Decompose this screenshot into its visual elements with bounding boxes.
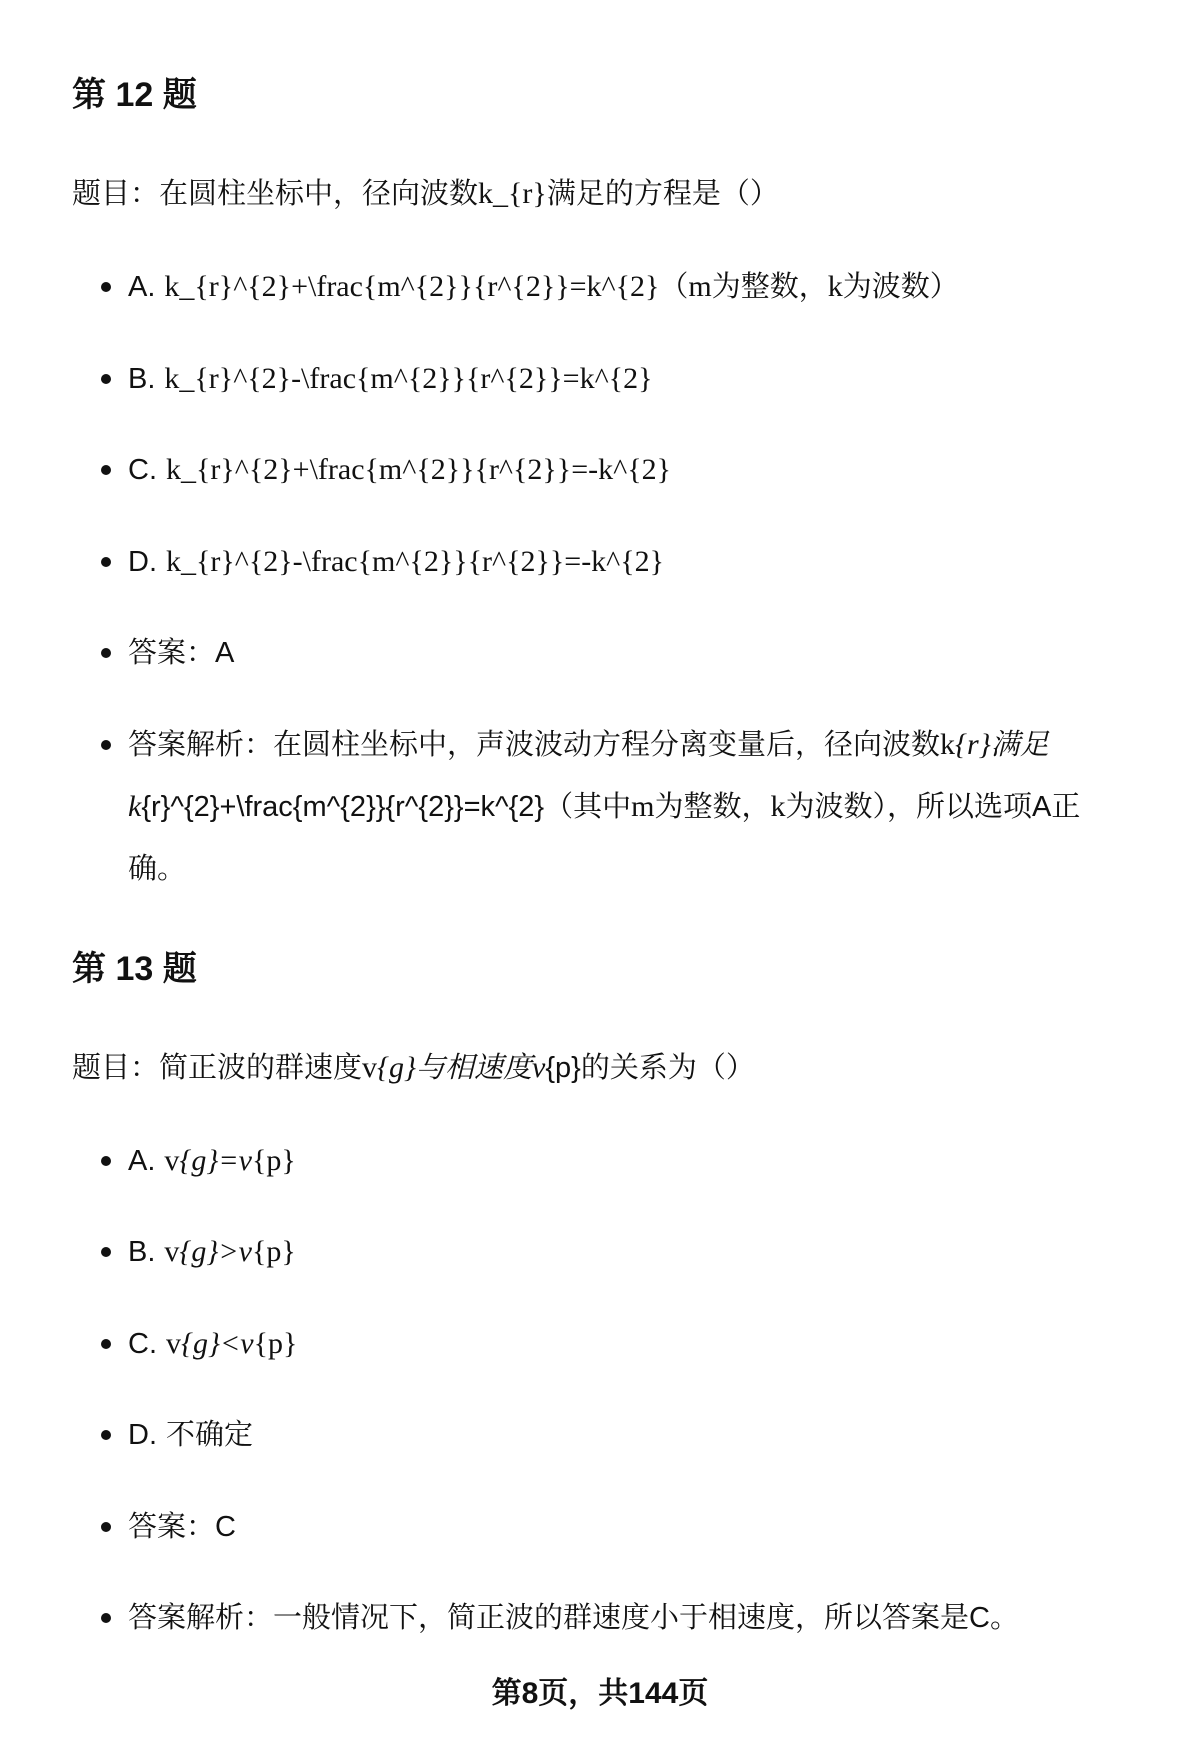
explanation-math: k <box>940 727 956 761</box>
option-label: C. <box>128 1327 157 1360</box>
option-label: B. <box>128 1236 156 1268</box>
bullet <box>101 1522 111 1532</box>
option-math: {p} <box>253 1326 298 1360</box>
option-label: A. <box>128 271 156 303</box>
option-math: v <box>166 1326 181 1360</box>
option-note: 为整数， <box>711 271 828 303</box>
answer-text: 答案：C <box>128 1510 236 1543</box>
bullet <box>101 1430 111 1440</box>
explanation-text: 为整数， <box>654 790 771 823</box>
option-b <box>128 1221 1138 1283</box>
bullet <box>101 465 111 475</box>
answer-explanation <box>128 1587 1138 1649</box>
option-note-math: k <box>827 270 843 303</box>
stem-italic: 与相速度 <box>416 1051 533 1084</box>
option-b <box>128 348 1138 410</box>
option-formula: k_{r}^{2}+\frac{m^{2}}{r^{2}}=-k^{2} <box>166 453 671 486</box>
explanation-math: k <box>770 789 786 823</box>
explanation-italic: 满足 <box>990 728 1049 761</box>
option-list <box>72 256 1162 900</box>
option-formula: k_{r}^{2}-\frac{m^{2}}{r^{2}}=k^{2} <box>164 361 653 395</box>
question-heading: 第 13 题 <box>72 949 197 988</box>
option-math-italic: {g}>v <box>179 1235 252 1268</box>
stem-text: 题目：在圆柱坐标中，径向波数 <box>72 178 479 210</box>
page-footer: 第8页，共144页 <box>491 1677 709 1710</box>
option-list <box>72 1130 1162 1650</box>
option-math: {p} <box>251 1235 296 1268</box>
option-c <box>128 1313 1138 1375</box>
question-13 <box>72 944 1162 1650</box>
explanation-text: 为波数），所以选项A正确。 <box>128 790 1081 885</box>
option-math: {p} <box>251 1143 296 1177</box>
option-math: v <box>164 1235 180 1268</box>
bullet <box>101 648 111 658</box>
explanation-text: {r}^{2}+\frac{m^{2}}{r^{2}}=k^{2}（其中 <box>141 790 632 823</box>
page-content <box>72 70 1162 1649</box>
option-c <box>128 439 1138 501</box>
option-label: D. <box>128 545 157 578</box>
explanation-math-italic: {r} <box>955 727 991 761</box>
option-note: 为波数） <box>842 271 959 303</box>
option-note-math: m <box>688 270 712 303</box>
stem-math-italic: {g} <box>377 1050 417 1084</box>
explanation-math: m <box>631 789 655 823</box>
bullet <box>101 1247 111 1257</box>
stem-text: 题目：简正波的群速度 <box>72 1051 363 1084</box>
bullet <box>101 557 111 567</box>
explanation-text: 答案解析：一般情况下，简正波的群速度小于相速度，所以答案是C。 <box>128 1602 1019 1634</box>
answer-explanation <box>128 714 1138 900</box>
option-d <box>128 1404 1138 1466</box>
option-formula: k_{r}^{2}-\frac{m^{2}}{r^{2}}=-k^{2} <box>166 544 665 578</box>
option-label: A. <box>128 1144 156 1177</box>
option-note: （ <box>659 271 689 303</box>
option-math-italic: {g}<v <box>181 1326 254 1360</box>
option-label: B. <box>128 362 156 395</box>
stem-math: k_{r} <box>478 177 547 210</box>
option-label: D. <box>128 1419 157 1451</box>
explanation-math-italic: k <box>128 789 142 823</box>
question-12 <box>72 70 1162 900</box>
explanation-text: 答案解析：在圆柱坐标中，声波波动方程分离变量后，径向波数 <box>128 728 941 761</box>
stem-text: {p}的关系为（） <box>545 1051 755 1084</box>
question-stem <box>72 1037 1162 1099</box>
answer-text: 答案：A <box>128 637 235 669</box>
bullet <box>101 1613 111 1623</box>
option-math: v <box>164 1143 180 1177</box>
question-heading: 第 12 题 <box>72 76 197 114</box>
option-label: C. <box>128 454 157 486</box>
option-a <box>128 1130 1138 1192</box>
option-text: 不确定 <box>166 1419 254 1451</box>
bullet <box>101 1156 111 1166</box>
bullet <box>101 282 111 292</box>
option-math-italic: {g}=v <box>179 1143 252 1177</box>
option-d <box>128 531 1138 593</box>
option-a <box>128 256 1138 318</box>
bullet <box>101 374 111 384</box>
bullet <box>101 1339 111 1349</box>
stem-math: v <box>362 1050 378 1084</box>
stem-math-italic: v <box>532 1050 546 1084</box>
option-formula: k_{r}^{2}+\frac{m^{2}}{r^{2}}=k^{2} <box>164 270 660 303</box>
stem-text: 满足的方程是（） <box>546 178 779 210</box>
bullet <box>101 740 111 750</box>
answer <box>128 1496 1138 1558</box>
question-stem <box>72 163 1162 225</box>
answer <box>128 622 1138 684</box>
